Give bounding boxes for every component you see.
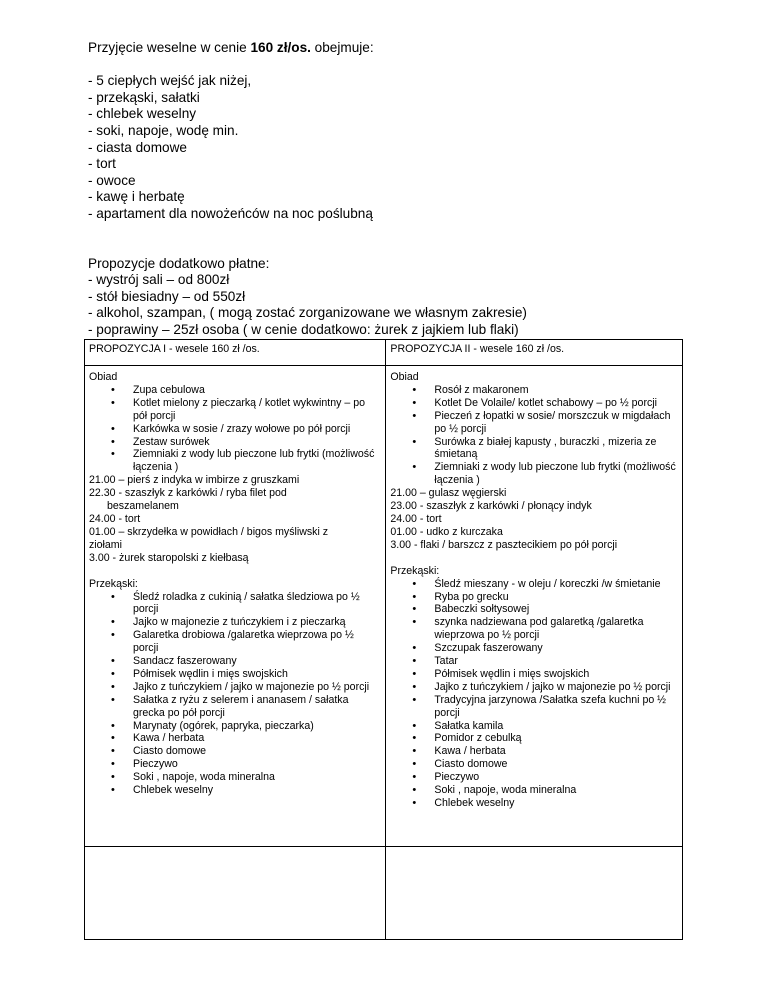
included-item: - ciasta domowe (88, 139, 187, 155)
list-item: • Sandacz faszerowany (133, 655, 381, 668)
included-list (88, 73, 728, 222)
obiad-title: Obiad (390, 371, 419, 383)
schedule-line: 24.00 - tort (89, 512, 141, 525)
included-item: - przekąski, sałatki (88, 89, 200, 105)
przekaski-title: Przekąski: (89, 577, 138, 590)
extras-item: - poprawiny – 25zł osoba ( w cenie dodatkowo: żurek z jajkiem lub flaki) (88, 321, 519, 337)
proposal2-przekaski-list (390, 578, 678, 810)
included-item: - soki, napoje, wodę min. (88, 122, 239, 138)
extras-list (88, 272, 728, 338)
list-item: • Marynaty (ogórek, papryka, pieczarka) (133, 720, 381, 733)
list-item: • Jajko w majonezie z tuńczykiem i z pieczarką (133, 616, 381, 629)
schedule-line: 3.00 - żurek staropolski z kiełbasą (89, 551, 249, 564)
schedule-line: 21.00 – gulasz węgierski (390, 487, 507, 500)
list-item: • Soki , napoje, woda mineralna (133, 771, 381, 784)
included-item: - 5 ciepłych wejść jak niżej, (88, 73, 252, 89)
included-item: - owoce (88, 172, 136, 188)
extras-title: Propozycje dodatkowo płatne: (88, 255, 270, 271)
list-item: • Chlebek weselny (133, 784, 381, 797)
empty-cell-right (386, 847, 683, 940)
list-item: • Chlebek weselny (434, 797, 678, 810)
list-item: • Babeczki sołtysowej (434, 603, 678, 616)
list-item: • Sałatka kamila (434, 720, 678, 733)
list-item: • Karkówka w sosie / zrazy wołowe po pół porcji (133, 423, 381, 436)
list-item: • szynka nadziewana pod galaretką /galaretka wieprzowa po ½ porcji (434, 616, 678, 642)
schedule-line-cont: beszamelanem (107, 500, 179, 513)
extras-item: - stół biesiadny – od 550zł (88, 288, 246, 304)
included-item: - kawę i herbatę (88, 189, 185, 205)
list-item: • Ryba po grecku (434, 591, 678, 604)
extras-item: - alkohol, szampan, ( mogą zostać zorganizowane we własnym zakresie) (88, 305, 527, 321)
przekaski-title: Przekąski: (390, 564, 440, 577)
list-item: • Kawa / herbata (434, 745, 678, 758)
list-item: • Tatar (434, 655, 678, 668)
list-item: • Szczupak faszerowany (434, 642, 678, 655)
schedule-line: 23.00 - szaszłyk z karkówki / płonący indyk (390, 500, 592, 513)
schedule-line: 22.30 - szaszłyk z karkówki / ryba filet pod (89, 487, 287, 500)
intro-section (88, 40, 728, 339)
list-item: • Ciasto domowe (434, 758, 678, 771)
schedule-line: 24.00 - tort (390, 512, 442, 525)
list-item: • Śledź roladka z cukinią / sałatka śledziowa po ½ porcji (133, 591, 381, 617)
list-item: • Śledź mieszany - w oleju / koreczki /w śmietanie (434, 578, 678, 591)
extras-item: - wystrój sali – od 800zł (88, 272, 230, 288)
list-item: • Soki , napoje, woda mineralna (434, 784, 678, 797)
list-item: • Pieczeń z łopatki w sosie/ morszczuk w migdałach po ½ porcji (434, 410, 678, 436)
proposal2-body (386, 366, 683, 847)
list-item: • Jajko z tuńczykiem / jajko w majonezie po ½ porcji (133, 681, 381, 694)
list-item: • Półmisek wędlin i mięs swojskich (133, 668, 381, 681)
included-item: - tort (88, 156, 116, 172)
proposals-table (84, 339, 683, 940)
list-item: • Ciasto domowe (133, 745, 381, 758)
proposal2-schedule (390, 487, 678, 552)
list-item: • Pomidor z cebulką (434, 732, 678, 745)
proposal2-header: PROPOZYCJA II - wesele 160 zł /os. (386, 340, 683, 366)
proposal1-schedule (89, 474, 381, 564)
schedule-line: 01.00 - udko z kurczaka (390, 525, 503, 538)
schedule-line: 01.00 – skrzydełka w powidłach / bigos myśliwski z (89, 525, 329, 538)
list-item: • Ziemniaki z wody lub pieczone lub frytki (możliwość łączenia ) (434, 461, 678, 487)
list-item: • Zestaw surówek (133, 436, 381, 449)
empty-cell-left (85, 847, 386, 940)
list-item: • Kawa / herbata (133, 732, 381, 745)
list-item: • Kotlet De Volaile/ kotlet schabowy – po ½ porcji (434, 397, 678, 410)
intro-heading: Przyjęcie weselne w cenie 160 zł/os. obejmuje: (88, 40, 374, 55)
list-item: • Ziemniaki z wody lub pieczone lub frytki (możliwość łączenia ) (133, 448, 381, 474)
list-item: • Zupa cebulowa (133, 384, 381, 397)
included-item: - apartament dla nowożeńców na noc poślubną (88, 205, 373, 221)
proposal2-obiad-list (390, 384, 678, 487)
list-item: • Jajko z tuńczykiem / jajko w majonezie po ½ porcji (434, 681, 678, 694)
list-item: • Kotlet mielony z pieczarką / kotlet wykwintny – po pół porcji (133, 397, 381, 423)
list-item: • Rosół z makaronem (434, 384, 678, 397)
schedule-line-cont: ziołami (89, 538, 122, 551)
list-item: • Tradycyjna jarzynowa /Sałatka szefa kuchni po ½ porcji (434, 694, 678, 720)
proposal1-header: PROPOZYCJA I - wesele 160 zł /os. (85, 340, 386, 366)
schedule-line: 21.00 – pierś z indyka w imbirze z gruszkami (89, 474, 300, 487)
list-item: • Galaretka drobiowa /galaretka wieprzowa po ½ porcji (133, 629, 381, 655)
proposal1-przekaski-list (89, 591, 381, 798)
list-item: • Pieczywo (133, 758, 381, 771)
list-item: • Sałatka z ryżu z selerem i ananasem / sałatka grecka po pół porcji (133, 694, 381, 720)
schedule-line: 3.00 - flaki / barszcz z pasztecikiem po pół porcji (390, 538, 618, 551)
list-item: • Surówka z białej kapusty , buraczki , mizeria ze śmietaną (434, 436, 678, 462)
proposal1-obiad-list (89, 384, 381, 474)
price: 160 zł/os. (250, 40, 311, 55)
obiad-title: Obiad (89, 371, 118, 383)
list-item: • Półmisek wędlin i mięs swojskich (434, 668, 678, 681)
proposal1-body (85, 366, 386, 847)
included-item: - chlebek weselny (88, 106, 197, 122)
list-item: • Pieczywo (434, 771, 678, 784)
